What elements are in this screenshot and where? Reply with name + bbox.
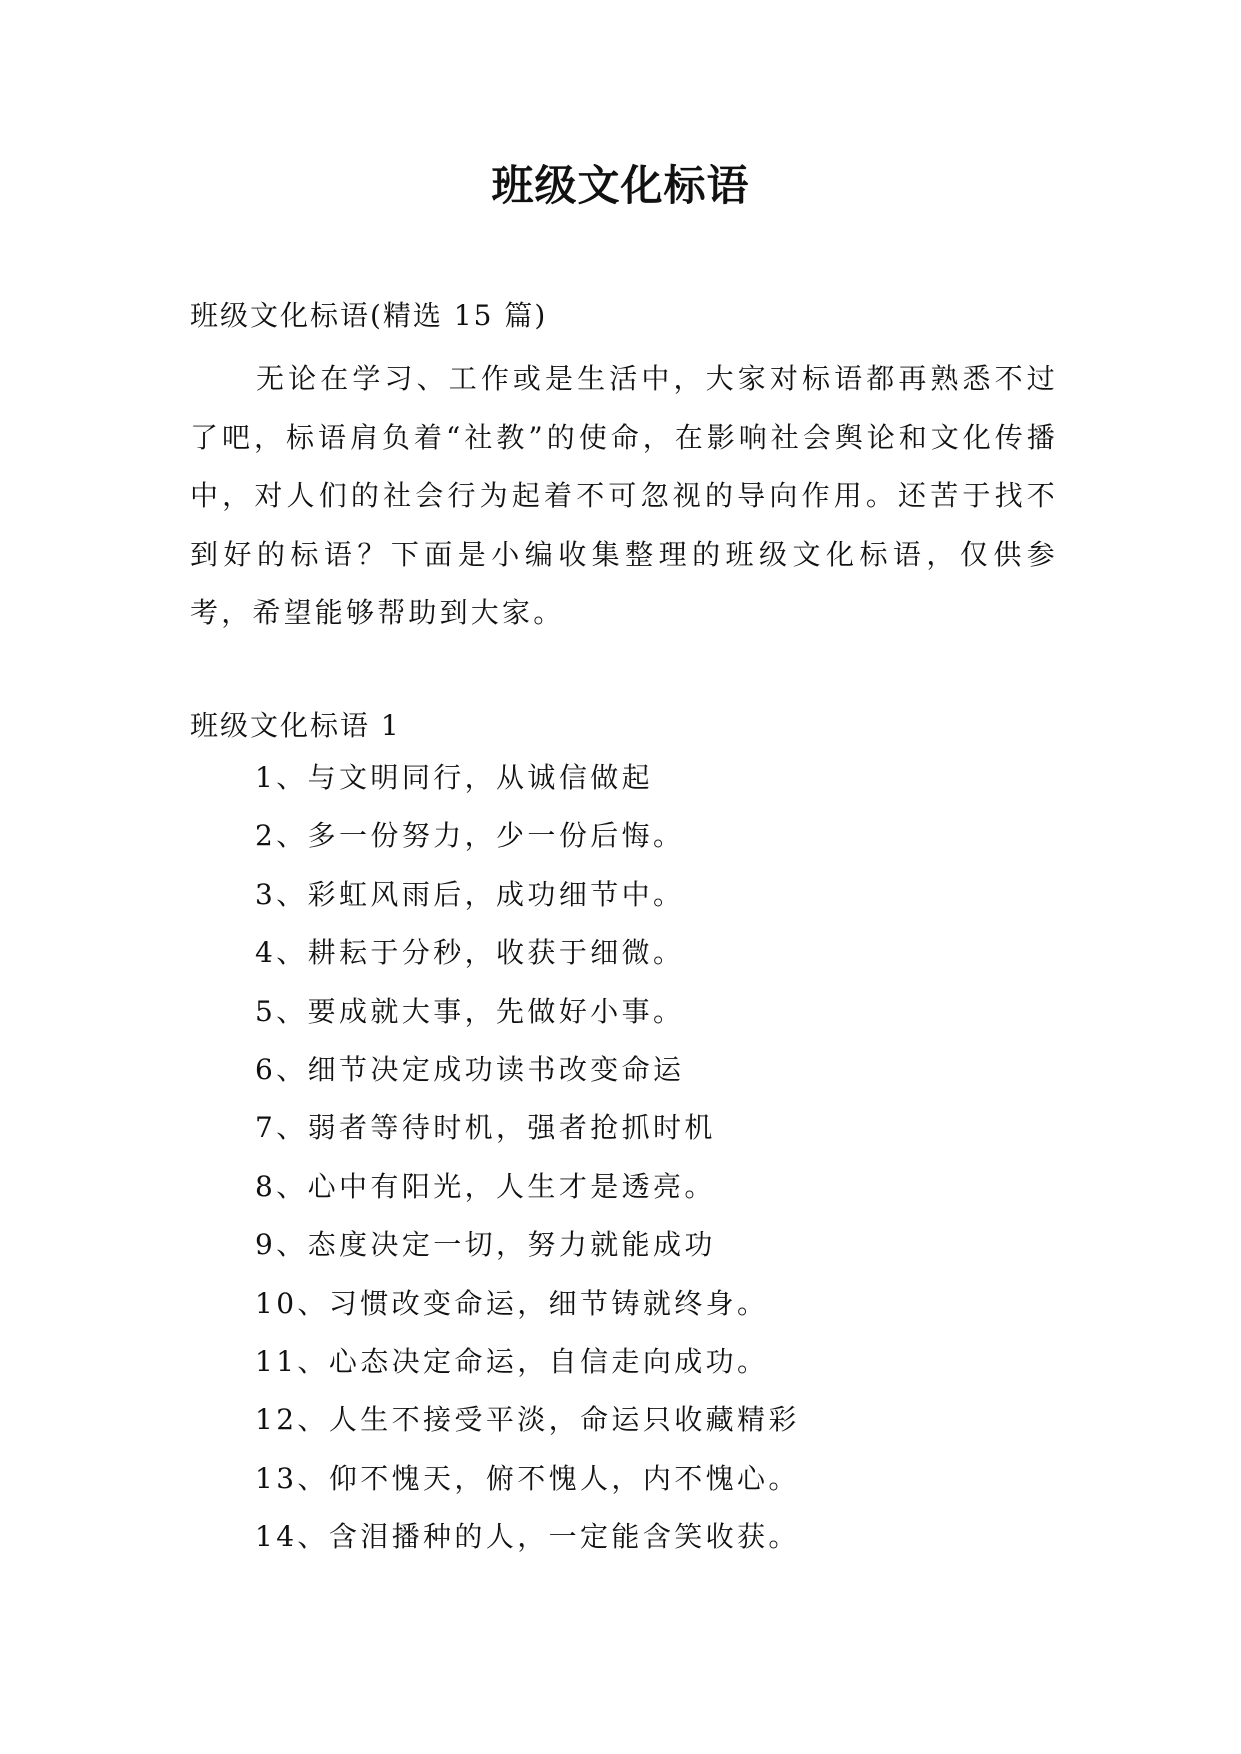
slogan-item: 9、态度决定一切，努力就能成功 xyxy=(255,1228,716,1262)
document-subtitle: 班级文化标语(精选 15 篇) xyxy=(190,299,548,332)
slogan-item: 12、人生不接受平淡，命运只收藏精彩 xyxy=(255,1403,800,1437)
slogan-item: 4、耕耘于分秒，收获于细微。 xyxy=(255,936,685,970)
document-title: 班级文化标语 xyxy=(491,161,750,210)
intro-paragraph: 无论在学习、工作或是生活中，大家对标语都再熟悉不过了吧，标语肩负着“社教”的使命，在影响社会舆论和文化传播中，对人们的社会行为起着不可忽视的导向作用。还苦于找不到好的标语？下面是小编收集整理的班级文化标语，仅供参考，希望能够帮助到大家。 xyxy=(190,362,1058,629)
slogan-item: 10、习惯改变命运，细节铸就终身。 xyxy=(255,1286,769,1320)
slogan-item: 13、仰不愧天，俯不愧人，内不愧心。 xyxy=(255,1461,800,1495)
section-heading: 班级文化标语 1 xyxy=(190,709,401,742)
slogan-item: 3、彩虹风雨后，成功细节中。 xyxy=(255,877,685,911)
slogan-item: 1、与文明同行，从诚信做起 xyxy=(255,761,654,794)
slogan-item: 2、多一份努力，少一份后悔。 xyxy=(255,819,685,853)
slogan-item: 7、弱者等待时机，强者抢抓时机 xyxy=(255,1111,716,1145)
slogan-item: 14、含泪播种的人，一定能含笑收获。 xyxy=(255,1520,800,1554)
slogan-item: 6、细节决定成功读书改变命运 xyxy=(255,1052,685,1086)
slogan-item: 5、要成就大事，先做好小事。 xyxy=(255,994,685,1028)
slogan-list xyxy=(255,758,800,1575)
slogan-item: 8、心中有阳光，人生才是透亮。 xyxy=(255,1169,716,1203)
slogan-item: 11、心态决定命运，自信走向成功。 xyxy=(255,1344,769,1378)
